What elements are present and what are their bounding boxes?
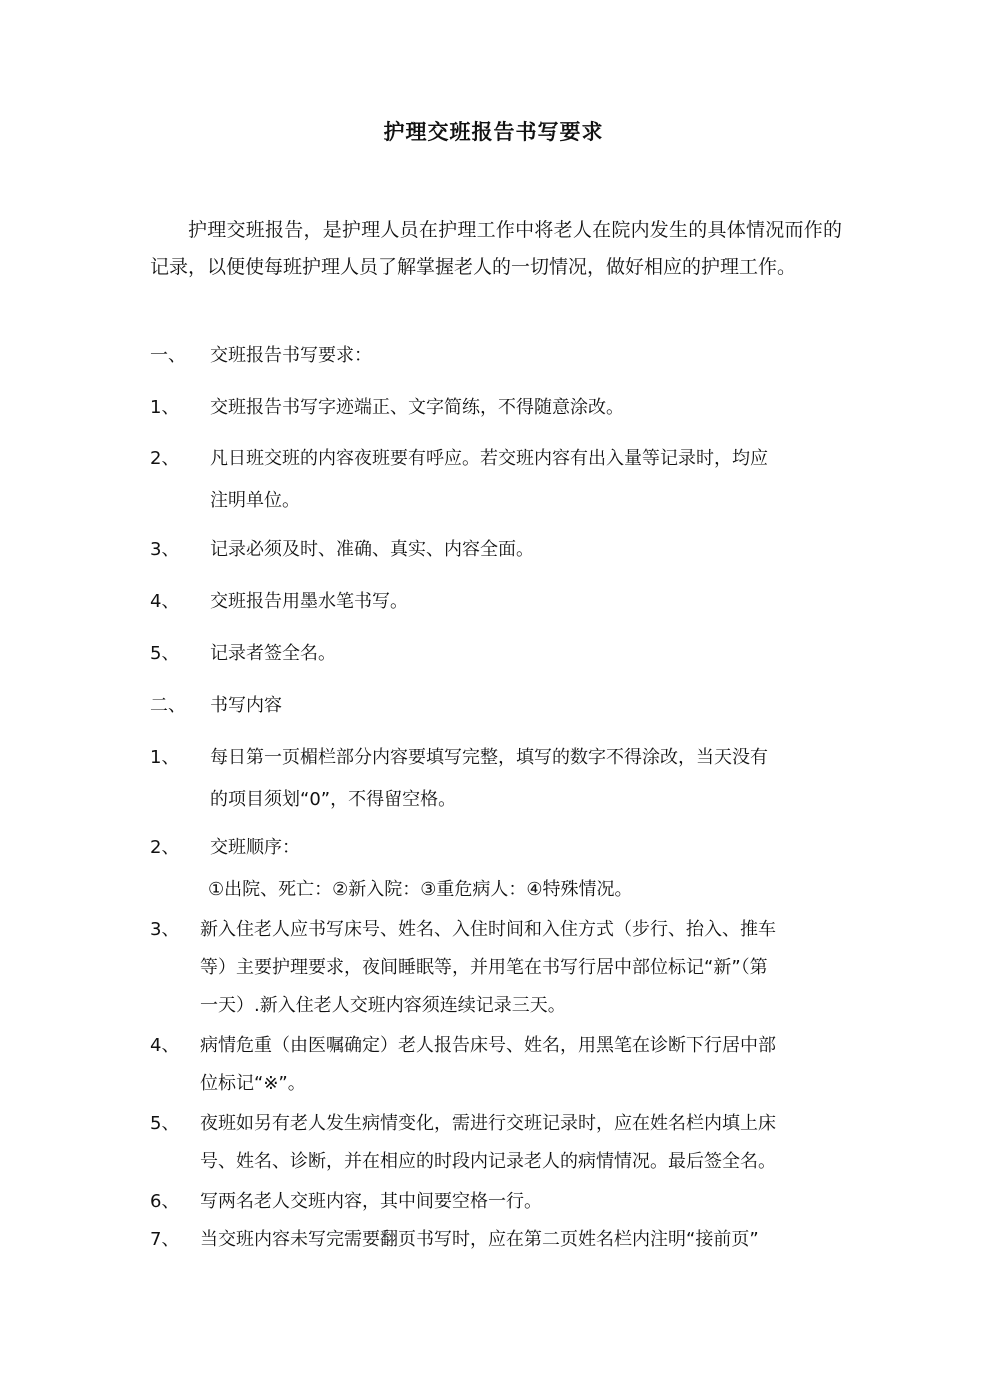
item-text-line: ①出院、死亡：②新入院：③重危病人：④特殊情况。 — [208, 879, 633, 900]
item-text: 交班报告用墨水笔书写。 — [210, 591, 408, 612]
item-number: 5、 — [150, 643, 180, 664]
item-text: 当交班内容未写完需要翻页书写时，应在第二页姓名栏内注明“接前页” — [200, 1229, 759, 1250]
item-number: 5、 — [150, 1113, 180, 1134]
item-text: 交班报告书写字迹端正、文字简练，不得随意涂改。 — [210, 397, 624, 418]
item-number: 2、 — [150, 448, 180, 469]
item-text-line: 凡日班交班的内容夜班要有呼应。若交班内容有出入量等记录时，均应 — [210, 448, 768, 469]
item-number: 1、 — [150, 747, 180, 768]
section-number: 二、 — [150, 695, 186, 716]
item-text-line: 的项目须划“0”，不得留空格。 — [210, 789, 457, 810]
page-title: 护理交班报告书写要求 — [383, 120, 604, 144]
item-text-line: 病情危重（由医嘱确定）老人报告床号、姓名，用黑笔在诊断下行居中部 — [200, 1035, 776, 1056]
item-number: 1、 — [150, 397, 180, 418]
item-number: 4、 — [150, 1035, 180, 1056]
section-title: 书写内容 — [210, 695, 282, 716]
item-number: 4、 — [150, 591, 180, 612]
item-text: 记录必须及时、准确、真实、内容全面。 — [210, 539, 534, 560]
item-text-line: 交班顺序： — [210, 837, 300, 858]
item-text-line: 每日第一页楣栏部分内容要填写完整，填写的数字不得涂改，当天没有 — [210, 747, 768, 768]
item-text-line: 夜班如另有老人发生病情变化，需进行交班记录时，应在姓名栏内填上床 — [200, 1113, 776, 1134]
intro-paragraph: 护理交班报告，是护理人员在护理工作中将老人在院内发生的具体情况而作的记录，以便使每班护理人员了解掌握老人的一切情况，做好相应的护理工作。 — [150, 219, 842, 278]
item-text-line: 号、姓名、诊断，并在相应的时段内记录老人的病情情况。最后签全名。 — [200, 1151, 776, 1172]
item-number: 3、 — [150, 919, 180, 940]
item-number: 3、 — [150, 539, 180, 560]
item-text-line: 新入住老人应书写床号、姓名、入住时间和入住方式（步行、抬入、推车 — [200, 919, 776, 940]
section-title: 交班报告书写要求： — [210, 345, 372, 366]
item-text-line: 等）主要护理要求，夜间睡眠等，并用笔在书写行居中部位标记“新”（第 — [200, 957, 768, 978]
item-number: 2、 — [150, 837, 180, 858]
item-text: 记录者签全名。 — [210, 643, 336, 664]
item-text-line: 位标记“※”。 — [200, 1073, 306, 1094]
item-number: 6、 — [150, 1191, 180, 1212]
item-number: 7、 — [150, 1229, 180, 1250]
item-text-line: 注明单位。 — [210, 490, 300, 511]
item-text: 写两名老人交班内容，其中间要空格一行。 — [200, 1191, 542, 1212]
item-text-line: 一天）.新入住老人交班内容须连续记录三天。 — [200, 995, 566, 1016]
section-number: 一、 — [150, 345, 186, 366]
